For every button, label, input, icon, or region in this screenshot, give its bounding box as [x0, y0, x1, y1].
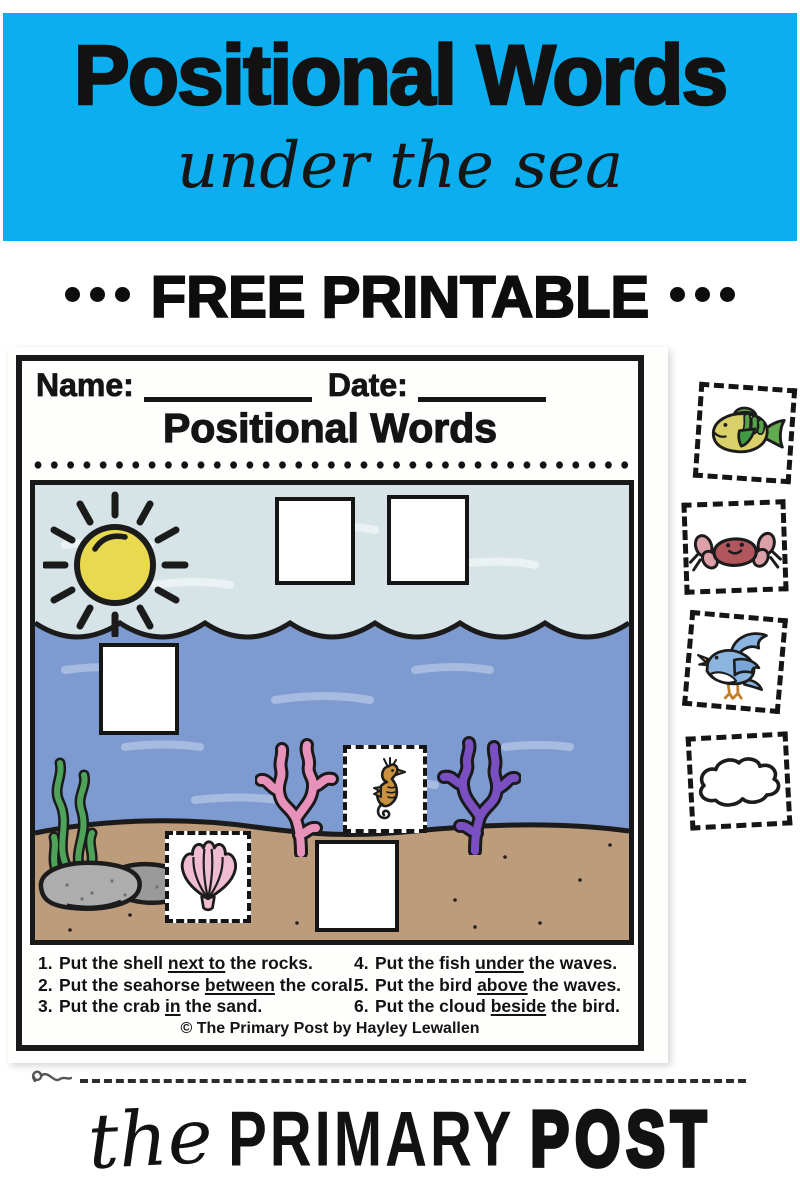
instruction-item: 4. Put the fish under the waves.: [354, 953, 618, 973]
worksheet-frame: [16, 355, 644, 1051]
name-date-row: [36, 367, 628, 404]
instructions-right-column: [354, 953, 621, 1018]
logo-the: the: [85, 1090, 215, 1187]
coral-pink-icon: [255, 733, 347, 857]
sun-icon: [43, 487, 193, 637]
coral-purple-icon: [429, 731, 521, 855]
banner-title: Positional Words: [73, 28, 727, 122]
answer-box-sky-1: [275, 497, 355, 585]
logo-post: POST: [530, 1095, 713, 1183]
crab-card: [681, 499, 788, 595]
worksheet-page: [8, 347, 668, 1063]
instruction-item: 1. Put the shell next to the rocks.: [38, 953, 313, 973]
name-label: Name:: [36, 367, 134, 403]
bird-icon: [688, 616, 783, 707]
worksheet-title: Positional Words: [162, 405, 498, 451]
name-blank-line: [144, 373, 312, 402]
free-printable-band: [0, 254, 800, 340]
seahorse-icon: [362, 756, 408, 822]
dots-right-icon: [665, 287, 740, 307]
copyright-line: © The Primary Post by Hayley Lewallen: [180, 1020, 480, 1037]
instruction-item: 3. Put the crab in the sand.: [38, 996, 263, 1016]
answer-box-sea: [99, 643, 179, 735]
dotted-divider: [30, 458, 630, 472]
instruction-item: 6. Put the cloud beside the bird.: [354, 996, 621, 1016]
date-label: Date:: [327, 367, 408, 403]
fish-icon: [699, 393, 792, 473]
instruction-item: 5. Put the bird above the waves.: [354, 974, 622, 995]
answer-box-sky-2: [387, 495, 469, 585]
cut-dashed-line: [80, 1079, 746, 1083]
free-printable-label: FREE PRINTABLE: [150, 264, 650, 330]
logo-primary: PRIMARY: [228, 1095, 515, 1183]
instruction-item: 2. Put the seahorse between the coral.: [38, 974, 358, 995]
cloud-card: [686, 731, 793, 830]
date-blank-line: [418, 373, 546, 402]
crab-icon: [687, 513, 783, 580]
dots-left-icon: [60, 287, 135, 307]
header-banner: [3, 13, 797, 241]
underwater-scene: [30, 480, 634, 945]
instructions-left-column: [38, 953, 358, 1018]
bird-card: [682, 610, 788, 714]
cut-squiggle-icon: [26, 1066, 74, 1094]
banner-subtitle: under the sea: [176, 129, 624, 203]
cloud-icon: [691, 747, 786, 816]
fish-card: [693, 382, 797, 485]
shell-icon: [169, 834, 247, 920]
the-primary-post-logo: [0, 1090, 800, 1187]
seahorse-card: [343, 745, 427, 833]
shell-card: [165, 831, 251, 923]
